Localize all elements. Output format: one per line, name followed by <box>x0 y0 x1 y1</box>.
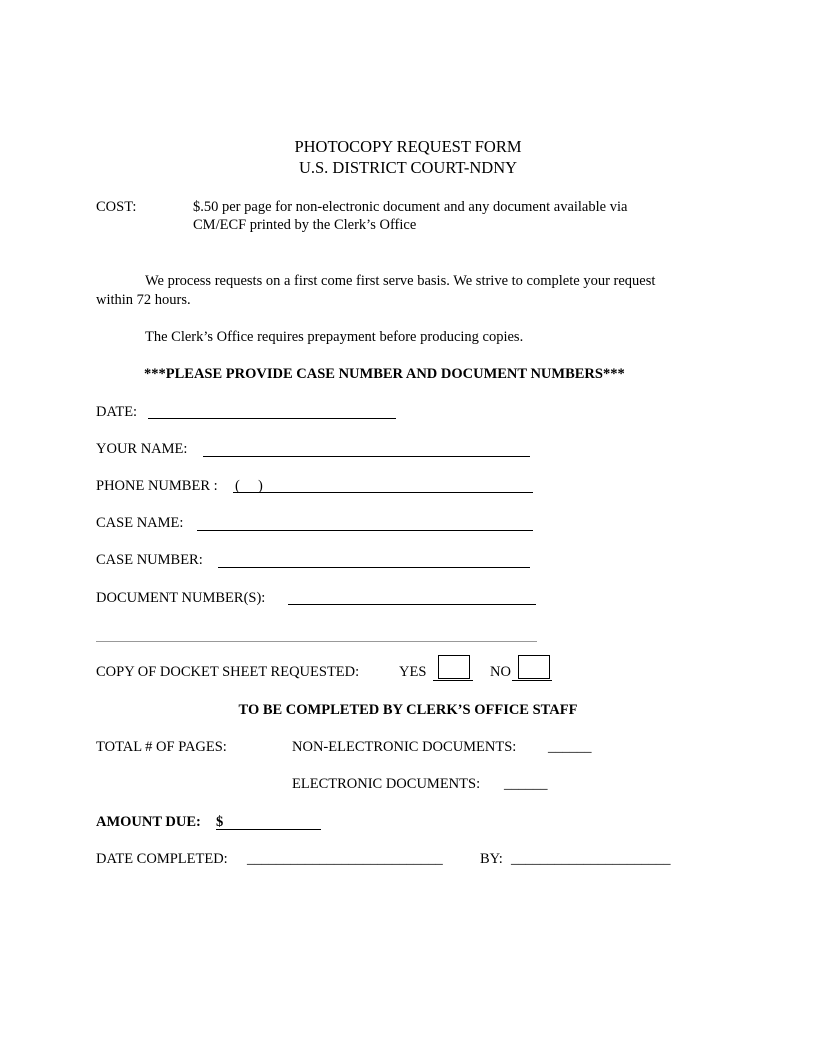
date-completed-label: DATE COMPLETED: <box>96 851 228 867</box>
process-paragraph-line-1: We process requests on a first come first serve basis. We strive to complete your request <box>145 273 656 289</box>
form-title: PHOTOCOPY REQUEST FORM <box>294 137 522 156</box>
amount-due-symbol: $ <box>216 814 224 830</box>
docket-no-label: NO <box>490 664 511 680</box>
non-electronic-label: NON-ELECTRONIC DOCUMENTS: <box>292 739 517 755</box>
date-completed-field[interactable]: ___________________________ <box>247 851 443 867</box>
amount-due-field[interactable] <box>216 829 321 830</box>
by-field[interactable]: ______________________ <box>511 851 671 867</box>
case-number-field[interactable] <box>218 567 530 568</box>
cost-line-1: $.50 per page for non-electronic document and any document available via <box>193 199 628 215</box>
date-field[interactable] <box>148 418 396 419</box>
case-name-label: CASE NAME: <box>96 515 184 531</box>
docket-sheet-label: COPY OF DOCKET SHEET REQUESTED: <box>96 664 360 680</box>
phone-number-label: PHONE NUMBER : <box>96 478 218 494</box>
electronic-field[interactable]: ______ <box>504 776 548 792</box>
case-number-label: CASE NUMBER: <box>96 552 203 568</box>
docket-yes-checkbox[interactable] <box>438 655 470 679</box>
date-label: DATE: <box>96 404 138 420</box>
electronic-label: ELECTRONIC DOCUMENTS: <box>292 776 481 792</box>
docket-yes-underline <box>433 680 473 681</box>
cost-label: COST: <box>96 199 137 215</box>
docket-no-checkbox[interactable] <box>518 655 550 679</box>
process-paragraph-line-2: within 72 hours. <box>96 292 191 308</box>
document-numbers-continuation-field[interactable] <box>96 641 537 642</box>
cost-line-2: CM/ECF printed by the Clerk’s Office <box>193 217 417 233</box>
phone-area-code-paren: ( ) <box>235 478 263 494</box>
your-name-label: YOUR NAME: <box>96 441 188 457</box>
non-electronic-field[interactable]: ______ <box>548 739 592 755</box>
amount-due-label: AMOUNT DUE: <box>96 814 201 830</box>
docket-no-underline <box>512 680 552 681</box>
court-name: U.S. DISTRICT COURT-NDNY <box>298 158 518 177</box>
by-label: BY: <box>480 851 503 867</box>
prepayment-paragraph: The Clerk’s Office requires prepayment before producing copies. <box>145 329 524 345</box>
staff-section-heading: TO BE COMPLETED BY CLERK’S OFFICE STAFF <box>238 702 578 718</box>
document-numbers-field[interactable] <box>288 604 536 605</box>
phone-number-field[interactable] <box>233 492 533 493</box>
case-number-notice: ***PLEASE PROVIDE CASE NUMBER AND DOCUMENT NUMBERS*** <box>144 366 625 382</box>
document-numbers-label: DOCUMENT NUMBER(S): <box>96 590 266 606</box>
total-pages-label: TOTAL # OF PAGES: <box>96 739 227 755</box>
docket-yes-label: YES <box>399 664 427 680</box>
your-name-field[interactable] <box>203 456 530 457</box>
case-name-field[interactable] <box>197 530 533 531</box>
